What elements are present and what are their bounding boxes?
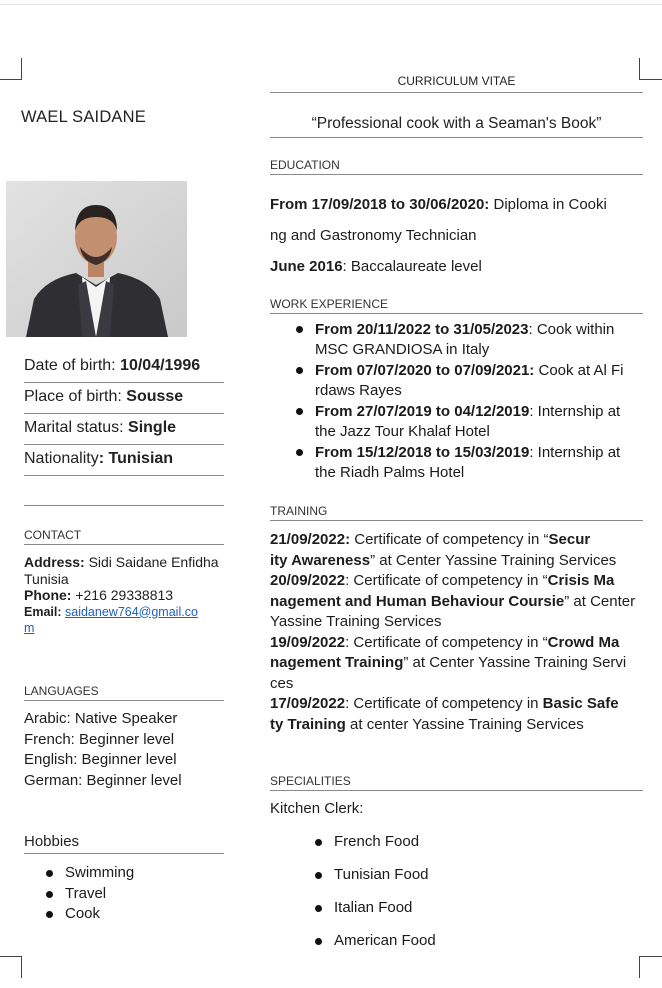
training-course-cont: nagement Training [270, 654, 404, 671]
training-text: : Certificate of competency in [345, 695, 543, 712]
work-text: : Cook within [528, 321, 615, 338]
training-course: Crisis Ma [547, 572, 615, 589]
crop-mark-bottom-left-h [0, 956, 22, 957]
training-provider: ” at Center Yassine Training Services [370, 551, 617, 569]
training-course-cont: ty Training [270, 715, 346, 733]
hobbies-list [46, 863, 134, 925]
address-value: Sidi Saidane Enfidha [84, 554, 219, 570]
phone-line [24, 587, 229, 604]
speciality-item: Italian Food [315, 898, 436, 931]
cv-title: CURRICULUM VITAE [397, 74, 516, 88]
work-text-cont: the Riadh Palms Hotel [315, 464, 465, 481]
date-of-birth-row [24, 352, 224, 383]
training-provider-cont: ces [270, 674, 294, 692]
education-text-2: : Baccalaureate level [342, 258, 482, 275]
training-date: 19/09/2022 [270, 633, 346, 651]
speciality-item: Tunisian Food [315, 865, 436, 898]
phone-value: +216 29338813 [71, 587, 174, 603]
dob-label: Date of birth: [24, 357, 121, 374]
training-item-2 [270, 571, 643, 633]
dob-value: 10/04/1996 [120, 357, 201, 374]
work-text-cont: MSC GRANDIOSA in Italy [315, 341, 490, 358]
speciality-item: American Food [315, 931, 436, 964]
training-provider-cont: Yassine Training Services [270, 613, 442, 630]
training-provider: ” at Center Yassine Training Servi [403, 654, 627, 671]
work-item [296, 361, 646, 401]
hobby-item: Cook [46, 904, 134, 925]
work-text-cont: rdaws Rayes [315, 382, 402, 399]
work-text: Cook at Al Fi [534, 362, 624, 379]
training-item-1 [270, 530, 643, 571]
work-text-cont: the Jazz Tour Khalaf Hotel [315, 423, 490, 440]
tagline-rule [270, 137, 643, 138]
work-dates: From 20/11/2022 to 31/05/2023 [315, 321, 529, 338]
education-line-3 [270, 251, 643, 282]
crop-mark-bottom-right-h [639, 956, 662, 957]
work-list [296, 320, 646, 484]
nationality-row [24, 445, 224, 476]
training-course: Basic Safe [542, 695, 619, 712]
hobby-item: Swimming [46, 863, 134, 884]
email-link[interactable]: saidanew764@gmail.co [65, 604, 198, 619]
training-item-4 [270, 694, 643, 735]
title-rule [270, 92, 643, 93]
contact-block [24, 554, 229, 637]
page-top-edge [0, 4, 662, 5]
training-date: 17/09/2022 [270, 695, 346, 712]
training-date: 21/09/2022: [270, 531, 351, 548]
languages-heading: LANGUAGES [24, 684, 224, 701]
contact-heading: CONTACT [24, 528, 224, 545]
education-date-2: June 2016 [270, 258, 343, 275]
email-line [24, 604, 229, 621]
education-line-2: ng and Gastronomy Technician [270, 227, 477, 244]
email-label: Email: [24, 604, 65, 619]
specialities-heading: SPECIALITIES [270, 774, 643, 791]
nationality-value: : Tunisian [98, 450, 174, 467]
portrait-image [6, 181, 187, 337]
education-text-1: Diploma in Cooki [489, 196, 607, 213]
pob-label: Place of birth: [24, 388, 127, 405]
specialities-intro: Kitchen Clerk: [270, 800, 364, 817]
crop-mark-bottom-right [639, 956, 640, 978]
training-text: Certificate of competency in “ [350, 531, 549, 548]
marital-value: Single [128, 419, 177, 436]
language-item: English: Beginner level [24, 751, 177, 768]
work-text: : Internship at [529, 444, 621, 461]
email-link-cont[interactable]: m [24, 621, 35, 635]
work-dates: From 15/12/2018 to 15/03/2019 [315, 444, 530, 461]
training-provider: at center Yassine Training Services [345, 715, 584, 733]
work-dates: From 07/07/2020 to 07/09/2021: [315, 362, 535, 379]
education-heading: EDUCATION [270, 158, 643, 175]
hobby-item: Travel [46, 884, 134, 905]
address-label: Address: [24, 554, 85, 570]
training-provider: ” at Center [564, 592, 636, 610]
phone-label: Phone: [24, 587, 72, 603]
crop-mark-bottom-left [21, 956, 22, 978]
specialities-list [315, 832, 436, 964]
address-line [24, 554, 229, 571]
pob-value: Sousse [126, 388, 184, 405]
work-item [296, 443, 646, 483]
training-text: : Certificate of competency in “ [345, 572, 548, 589]
work-item [296, 320, 646, 360]
person-name: WAEL SAIDANE [21, 108, 146, 126]
nationality-label: Nationality [24, 450, 99, 467]
speciality-item: French Food [315, 832, 436, 865]
work-dates: From 27/07/2019 to 04/12/2019 [315, 403, 530, 420]
hobbies-heading: Hobbies [24, 833, 224, 854]
training-course-cont: nagement and Human Behaviour Coursie [270, 592, 565, 610]
training-text: : Certificate of competency in “ [345, 633, 548, 651]
left-divider [24, 505, 224, 506]
training-course: Secur [548, 531, 591, 548]
email-line-2 [24, 620, 229, 637]
address-line-2: Tunisia [24, 570, 69, 587]
work-text: : Internship at [529, 403, 621, 420]
language-item: Arabic: Native Speaker [24, 710, 178, 727]
training-item-3 [270, 633, 643, 695]
marital-label: Marital status: [24, 419, 129, 436]
crop-mark-top-left-h [0, 79, 22, 80]
training-block [270, 530, 643, 735]
work-heading: WORK EXPERIENCE [270, 297, 643, 314]
training-heading: TRAINING [270, 504, 643, 521]
languages-list [24, 709, 229, 791]
work-item [296, 402, 646, 442]
training-course-cont: ity Awareness [270, 551, 371, 569]
training-course: Crowd Ma [547, 633, 620, 651]
education-line-1 [270, 189, 643, 220]
marital-status-row [24, 414, 224, 445]
education-date-1: From 17/09/2018 to 30/06/2020: [270, 196, 490, 213]
crop-mark-top-left [21, 58, 22, 80]
language-item: French: Beginner level [24, 730, 175, 748]
language-item: German: Beginner level [24, 771, 182, 789]
place-of-birth-row [24, 383, 224, 414]
profile-photo [6, 181, 187, 337]
tagline: “Professional cook with a Seaman's Book” [311, 115, 602, 132]
education-block [270, 189, 643, 282]
training-date: 20/09/2022 [270, 572, 346, 589]
